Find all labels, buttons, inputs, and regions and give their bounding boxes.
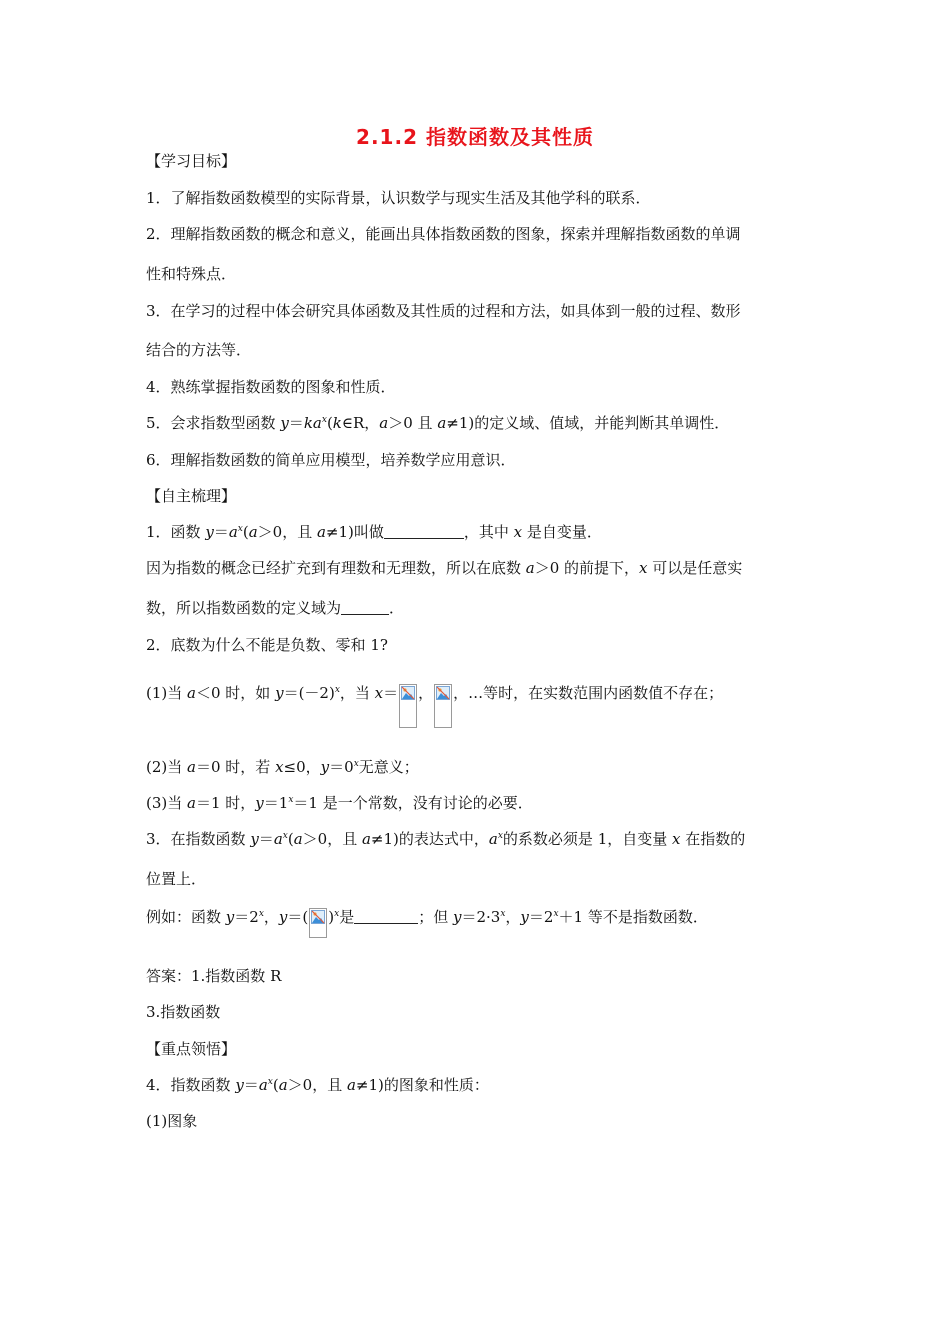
- goal-3-line-1: 3．在学习的过程中体会研究具体函数及其性质的过程和方法，如具体到一般的过程、数形: [146, 302, 741, 320]
- goal-5: 5．会求指数型函数 $y=ka^x(k\in R$，a＞0 且 a≠1)的定义域、值域，并能判断其单调性．: [146, 414, 730, 432]
- example-line: 例如：函数 $y=2^x$，y＝( )$^x$是 ；但 $y=2\cdot 3^x$，$y=2^x+1$ 等不是指数函数．: [146, 907, 826, 938]
- review-3-line-2: 位置上．: [146, 870, 207, 888]
- image-placeholder-icon: [399, 684, 417, 728]
- blank-line: [354, 909, 418, 924]
- goal-4: 4．熟练掌握指数函数的图象和性质．: [146, 378, 396, 396]
- goal-2-line-2: 性和特殊点．: [146, 265, 237, 283]
- review-1-line-2: 因为指数的概念已经扩充到有理数和无理数，所以在底数 a＞0 的前提下，x 可以是任意实: [146, 559, 743, 577]
- section-heading-goals: 【学习目标】: [146, 152, 237, 170]
- review-1-line-3: 数，所以指数函数的定义域为 ．: [146, 599, 405, 617]
- section-heading-focus: 【重点领悟】: [146, 1040, 237, 1058]
- review-3: 3．在指数函数 $y=a^x(a>0$，且 a≠1)的表达式中，$a^x$的系数必须是 1，自变量 x 在指数的: [146, 830, 746, 848]
- image-placeholder-icon: [309, 908, 327, 938]
- review-1: 1．函数 $y=a^x(a>0$，且 a≠1)叫做 ，其中 x 是自变量．: [146, 523, 602, 541]
- goal-2-line-1: 2．理解指数函数的概念和意义，能画出具体指数函数的图象，探索并理解指数函数的单调: [146, 225, 741, 243]
- blank-line: [384, 524, 464, 539]
- goal-6: 6．理解指数函数的简单应用模型，培养数学应用意识．: [146, 451, 516, 469]
- answer-1: 答案：1.指数函数 R: [146, 967, 282, 985]
- goal-1: 1．了解指数函数模型的实际背景，认识数学与现实生活及其他学科的联系．: [146, 189, 651, 207]
- answer-3: 3.指数函数: [146, 1003, 221, 1021]
- section-heading-review: 【自主梳理】: [146, 487, 237, 505]
- focus-4-graph-label: (1)图象: [146, 1112, 198, 1130]
- case-2: (2)当 a＝0 时，若 x≤0，$y=0^x$无意义；: [146, 758, 419, 776]
- case-1: (1)当 a＜0 时，如 $y=(-2)^x$，当 x＝ ， ，…等时，在实数范围内函数值不存在；: [146, 683, 826, 728]
- review-2: 2．底数为什么不能是负数、零和 1?: [146, 636, 388, 654]
- blank-line: [341, 600, 389, 615]
- focus-4: 4．指数函数 $y=a^x(a>0$，且 a≠1)的图象和性质：: [146, 1076, 489, 1094]
- case-3: (3)当 a＝1 时，$y=1^x=1$ 是一个常数，没有讨论的必要．: [146, 794, 533, 812]
- page-title: 2.1.2 指数函数及其性质: [356, 125, 594, 149]
- goal-3-line-2: 结合的方法等．: [146, 341, 252, 359]
- image-placeholder-icon: [434, 684, 452, 728]
